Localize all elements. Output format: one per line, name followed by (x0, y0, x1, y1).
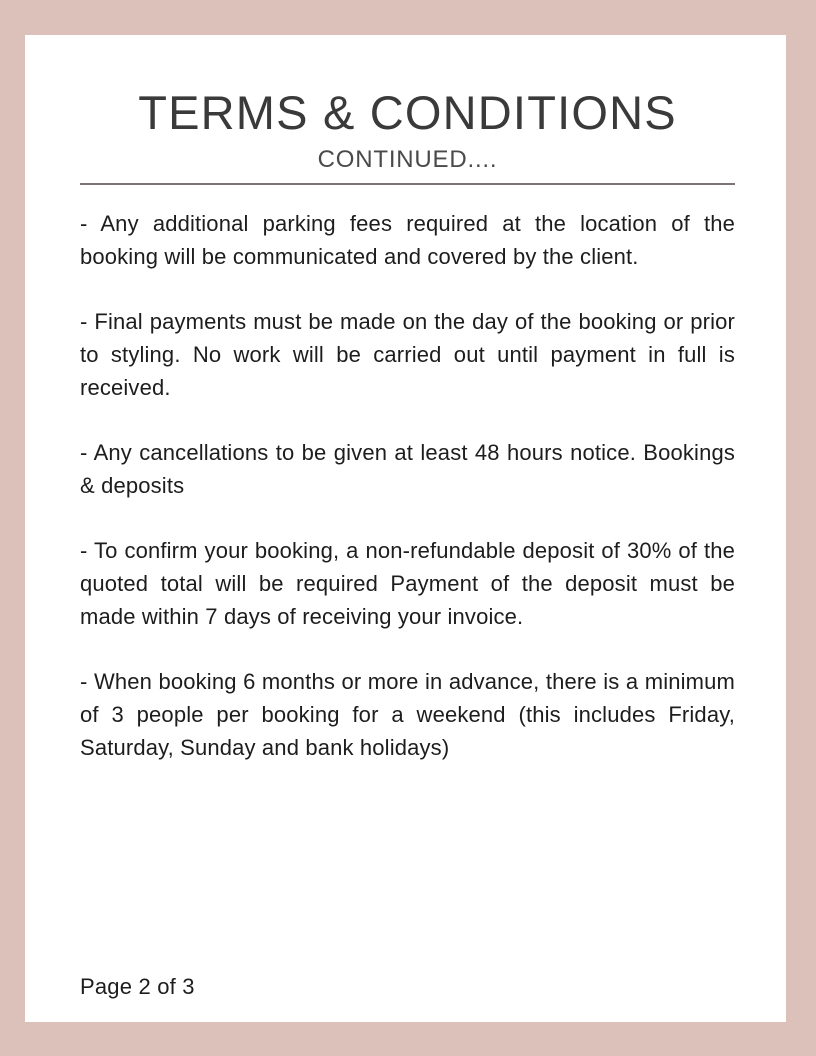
terms-paragraph: - Any cancellations to be given at least 48 hours notice. Bookings & deposits (80, 440, 735, 498)
terms-paragraph: - Final payments must be made on the day of the booking or prior to styling. No work will be carried out until payment in full is received. (80, 309, 735, 400)
terms-paragraph: - To confirm your booking, a non-refundable deposit of 30% of the quoted total will be required Payment of the deposit must be made within 7 days of receiving your invoice. (80, 538, 735, 629)
terms-paragraph: - When booking 6 months or more in advance, there is a minimum of 3 people per booking for a weekend (this includes Friday, Saturday, Sunday and bank holidays) (80, 669, 735, 760)
page-number-footer: Page 2 of 3 (80, 974, 195, 999)
title-divider (80, 183, 735, 185)
page-title: TERMS & CONDITIONS (138, 86, 677, 139)
document-content (80, 35, 735, 1022)
page-subtitle: CONTINUED.... (317, 146, 498, 173)
terms-paragraph: - Any additional parking fees required at the location of the booking will be communicated and covered by the client. (80, 211, 735, 269)
paper-sheet (25, 35, 786, 1022)
terms-body (80, 207, 735, 764)
